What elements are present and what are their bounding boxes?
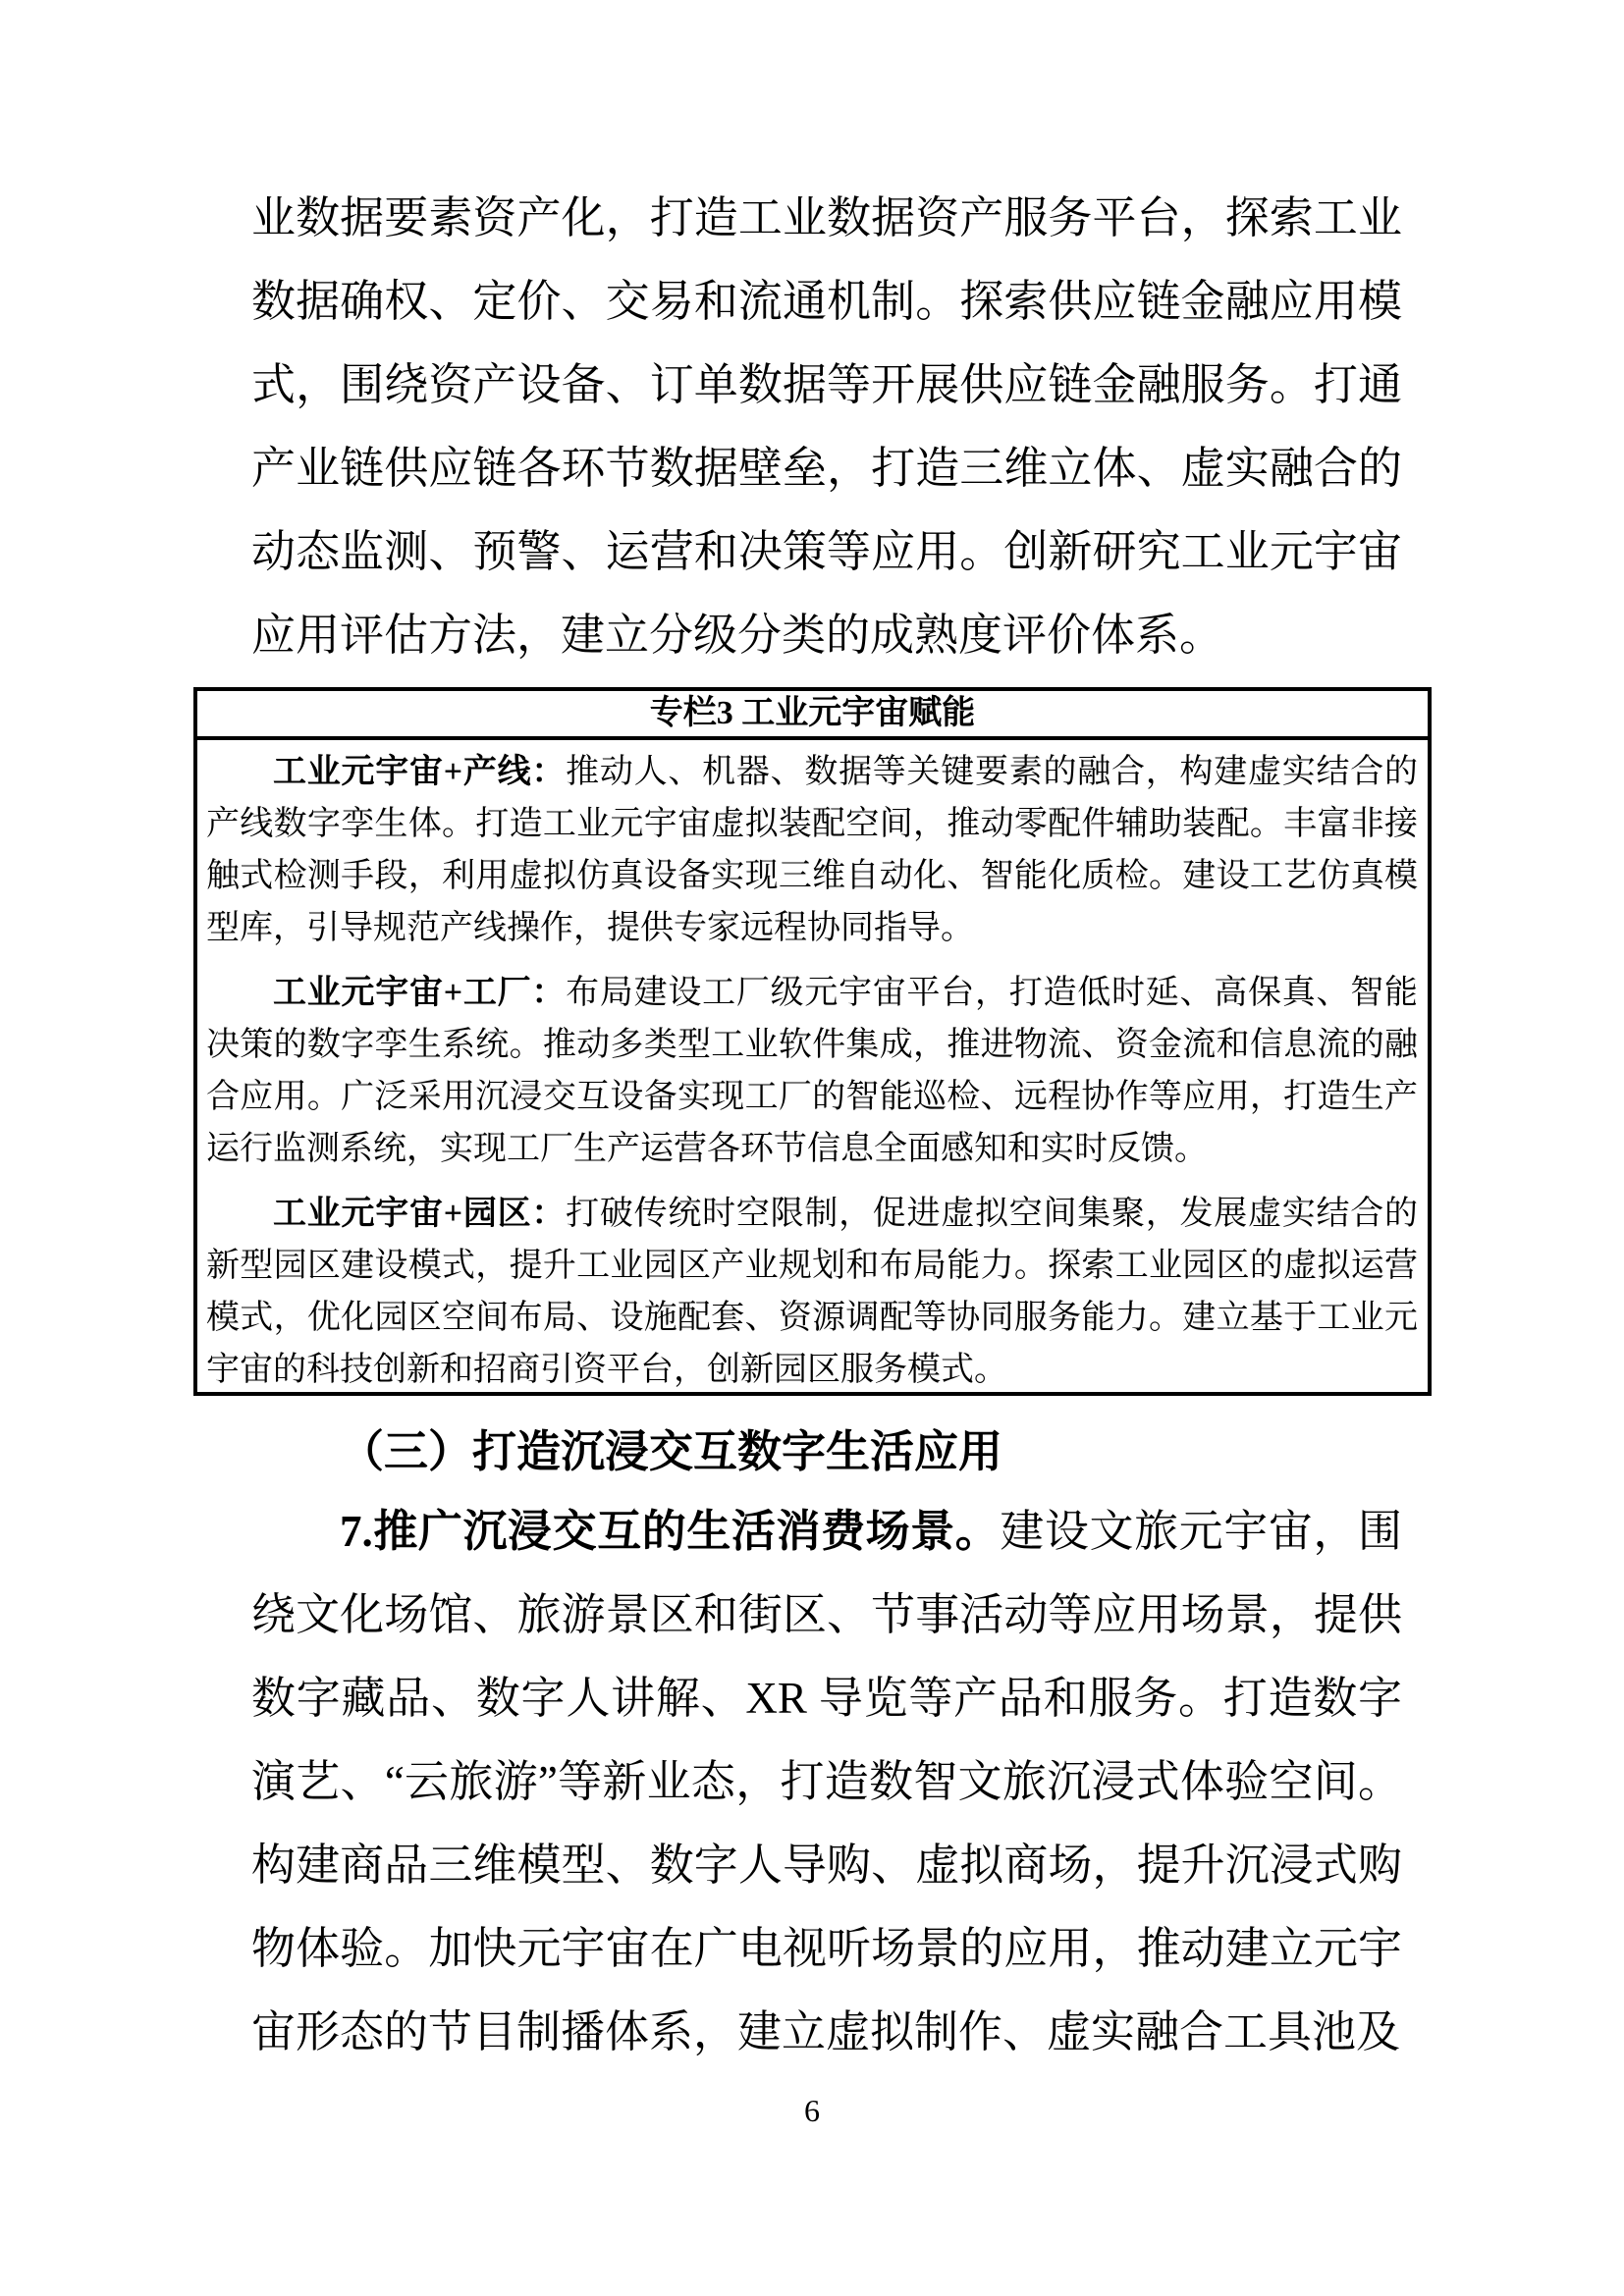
- callout-paragraph-production-line: [206, 746, 1418, 954]
- paragraph-7-text: 建设文旅元宇宙，围绕文化场馆、旅游景区和街区、节事活动等应用场景，提供数字藏品、数字人讲解、XR 导览等产品和服务。打造数字演艺、“云旅游”等新业态，打造数智文旅沉浸式体验空间。构建商品三维模型、数字人导购、虚拟商场，提升沉浸式购物体验。加快元宇宙在广电视听场景的应用，推动建立元宇宙形态的节目制播体系，建立虚拟制作、虚实融合工具池及: [251, 1507, 1402, 2056]
- callout-box: [193, 687, 1432, 1396]
- callout-paragraph-park: [206, 1188, 1418, 1396]
- callout-paragraph-text: 打破传统时空限制，促进虚拟空间集聚，发展虚实结合的新型园区建设模式，提升工业园区产业规划和布局能力。探索工业园区的虚拟运营模式，优化园区空间布局、设施配套、资源调配等协同服务能力。建立基于工业元宇宙的科技创新和招商引资平台，创新园区服务模式。: [206, 1196, 1419, 1388]
- callout-box-body: [197, 740, 1428, 1396]
- body-paragraph-continuation: 业数据要素资产化，打造工业数据资产服务平台，探索工业数据确权、定价、交易和流通机制。探索供应链金融应用模式，围绕资产设备、订单数据等开展供应链金融服务。打通产业链供应链各环节数据壁垒，打造三维立体、虚实融合的动态监测、预警、运营和决策等应用。创新研究工业元宇宙应用评估方法，建立分级分类的成熟度评价体系。: [251, 193, 1402, 660]
- callout-paragraph-factory: [206, 967, 1418, 1175]
- paragraph-7: [251, 1490, 1402, 2074]
- callout-paragraph-lead: 工业元宇宙+工厂：: [273, 975, 567, 1011]
- paragraph-7-lead: 7.推广沉浸交互的生活消费场景。: [340, 1507, 1001, 1556]
- callout-paragraph-text: 布局建设工厂级元宇宙平台，打造低时延、高保真、智能决策的数字孪生系统。推动多类型工业软件集成，推进物流、资金流和信息流的融合应用。广泛采用沉浸交互设备实现工厂的智能巡检、远程协作等应用，打造生产运行监测系统，实现工厂生产运营各环节信息全面感知和实时反馈。: [206, 975, 1419, 1167]
- section-heading: （三）打造沉浸交互数字生活应用: [340, 1427, 1003, 1476]
- page-number: 6: [804, 2093, 820, 2128]
- callout-box-title: 专栏3 工业元宇宙赋能: [197, 691, 1428, 740]
- callout-paragraph-lead: 工业元宇宙+产线：: [273, 754, 567, 790]
- callout-paragraph-lead: 工业元宇宙+园区：: [273, 1196, 567, 1232]
- callout-paragraph-text: 推动人、机器、数据等关键要素的融合，构建虚实结合的产线数字孪生体。打造工业元宇宙虚拟装配空间，推动零配件辅助装配。丰富非接触式检测手段，利用虚拟仿真设备实现三维自动化、智能化质检。建设工艺仿真模型库，引导规范产线操作，提供专家远程协同指导。: [206, 754, 1419, 946]
